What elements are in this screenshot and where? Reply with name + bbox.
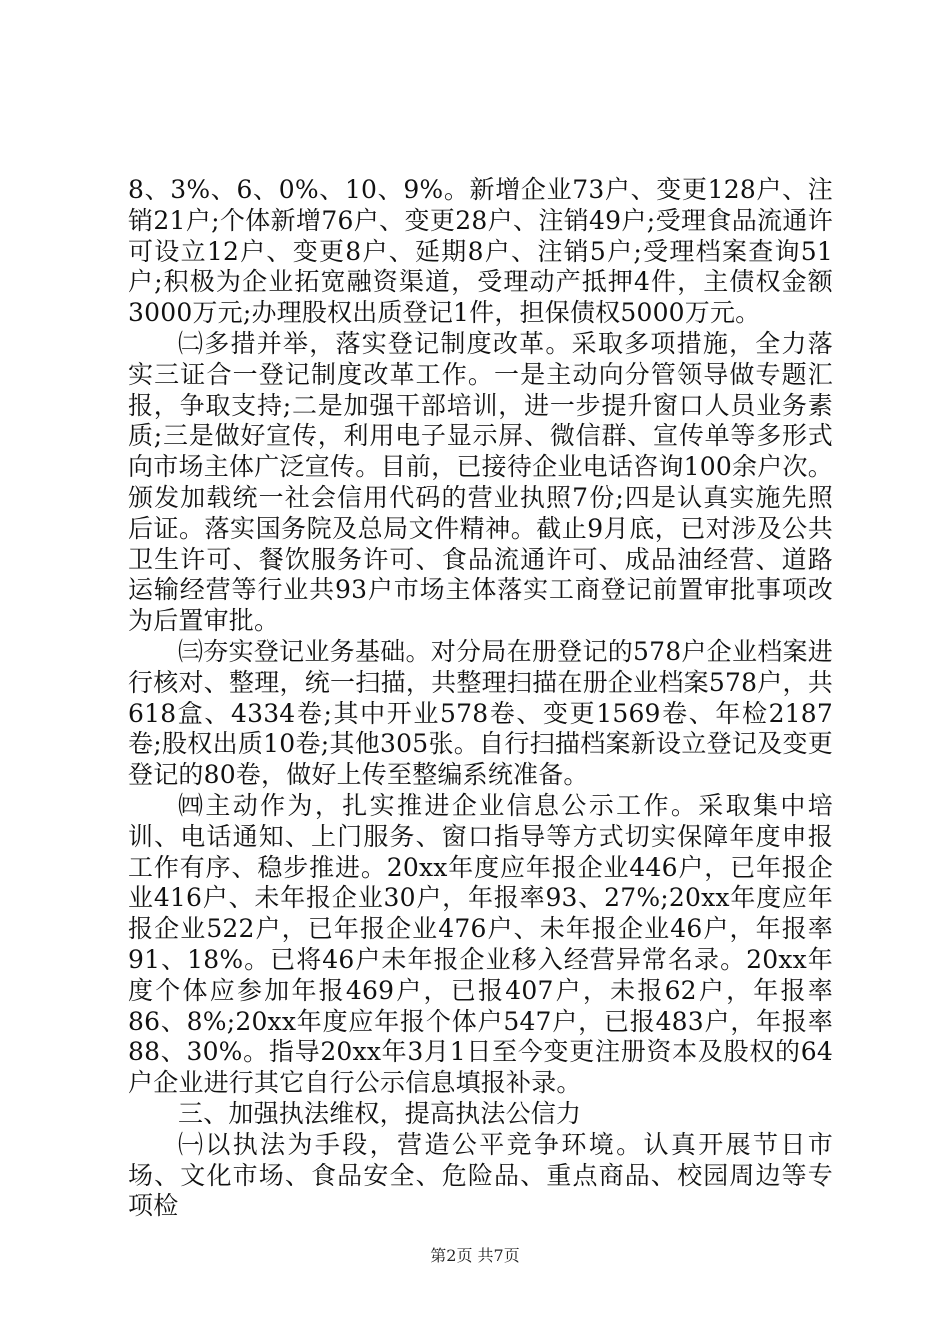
section-heading: 三、加强执法维权，提高执法公信力 xyxy=(178,1098,582,1128)
document-body xyxy=(128,175,833,1222)
paragraph-statistics: 8、3%、6、0%、10、9%。新增企业73户、变更128户、注销21户;个体新增76户、变更28户、注销49户;受理食品流通许可设立12户、变更8户、延期8户、注销5户;受理档案查询51户;积极为企业拓宽融资渠道，受理动产抵押4件，主债权金额3000万元;办理股权出质登记1件，担保债权5000万元。 xyxy=(128,175,833,328)
paragraph-law-enforcement: ㈠以执法为手段，营造公平竞争环境。认真开展节日市场、文化市场、食品安全、危险品、重点商品、校园周边等专项检 xyxy=(128,1129,833,1221)
page-footer: 第2页 共7页 xyxy=(430,1246,520,1265)
paragraph-registration-basis: ㈢夯实登记业务基础。对分局在册登记的578户企业档案进行核对、整理，统一扫描，共整理扫描在册企业档案578户，共618盒、4334卷;其中开业578卷、变更1569卷、年检2187卷;股权出质10卷;其他305张。自行扫描档案新设立登记及变更登记的80卷，做好上传至整编系统准备。 xyxy=(128,636,833,790)
paragraph-info-disclosure: ㈣主动作为，扎实推进企业信息公示工作。采取集中培训、电话通知、上门服务、窗口指导等方式切实保障年度申报工作有序、稳步推进。20xx年度应年报企业446户，已年报企业416户、未年报企业30户，年报率93、27%;20xx年度应年报企业522户，已年报企业476户、未年报企业46户，年报率91、18%。已将46户未年报企业移入经营异常名录。20xx年度个体应参加年报469户，已报407户，未报62户，年报率86、8%;20xx年度应年报个体户547户，已报483户，年报率88、30%。指导20xx年3月1日至今变更注册资本及股权的64户企业进行其它自行公示信息填报补录。 xyxy=(128,790,833,1098)
paragraph-registration-reform: ㈡多措并举，落实登记制度改革。采取多项措施，全力落实三证合一登记制度改革工作。一是主动向分管领导做专题汇报，争取支持;二是加强干部培训，进一步提升窗口人员业务素质;三是做好宣传，利用电子显示屏、微信群、宣传单等多形式向市场主体广泛宣传。目前，已接待企业电话咨询100余户次。颁发加载统一社会信用代码的营业执照7份;四是认真实施先照后证。落实国务院及总局文件精神。截止9月底，已对涉及公共卫生许可、餐饮服务许可、食品流通许可、成品油经营、道路运输经营等行业共93户市场主体落实工商登记前置审批事项改为后置审批。 xyxy=(128,328,833,636)
